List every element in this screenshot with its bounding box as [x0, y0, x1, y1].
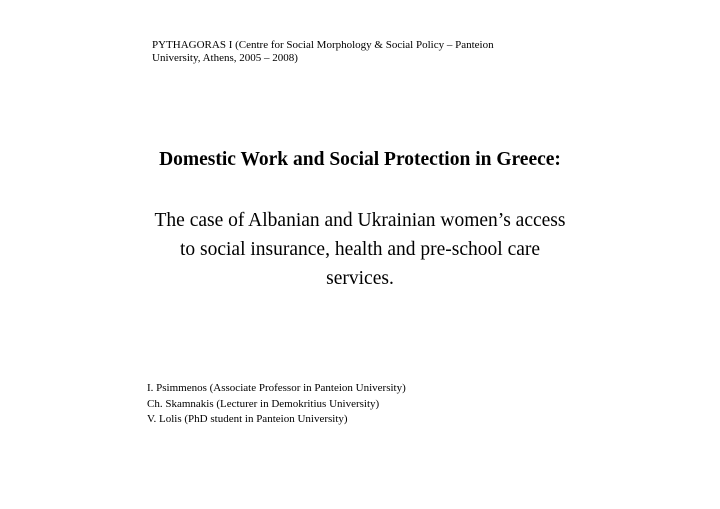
header-note-line: PYTHAGORAS I (Centre for Social Morphology & Social Policy – Panteion: [152, 39, 494, 51]
subtitle-line: services.: [326, 268, 394, 289]
author-line: I. Psimmenos (Associate Professor in Panteion University): [147, 382, 406, 394]
author-line: V. Lolis (PhD student in Panteion University): [147, 413, 348, 425]
author-line: Ch. Skamnakis (Lecturer in Demokritius University): [147, 397, 380, 410]
author-list: [147, 381, 567, 428]
document-title: Domestic Work and Social Protection in Greece:: [159, 149, 561, 170]
subtitle-line: to social insurance, health and pre-school care: [179, 239, 541, 260]
document-subtitle: [80, 206, 640, 293]
header-note-line: University, Athens, 2005 – 2008): [152, 52, 298, 64]
project-header-note: [152, 39, 552, 65]
subtitle-line: The case of Albanian and Ukrainian women’s access: [154, 210, 566, 231]
